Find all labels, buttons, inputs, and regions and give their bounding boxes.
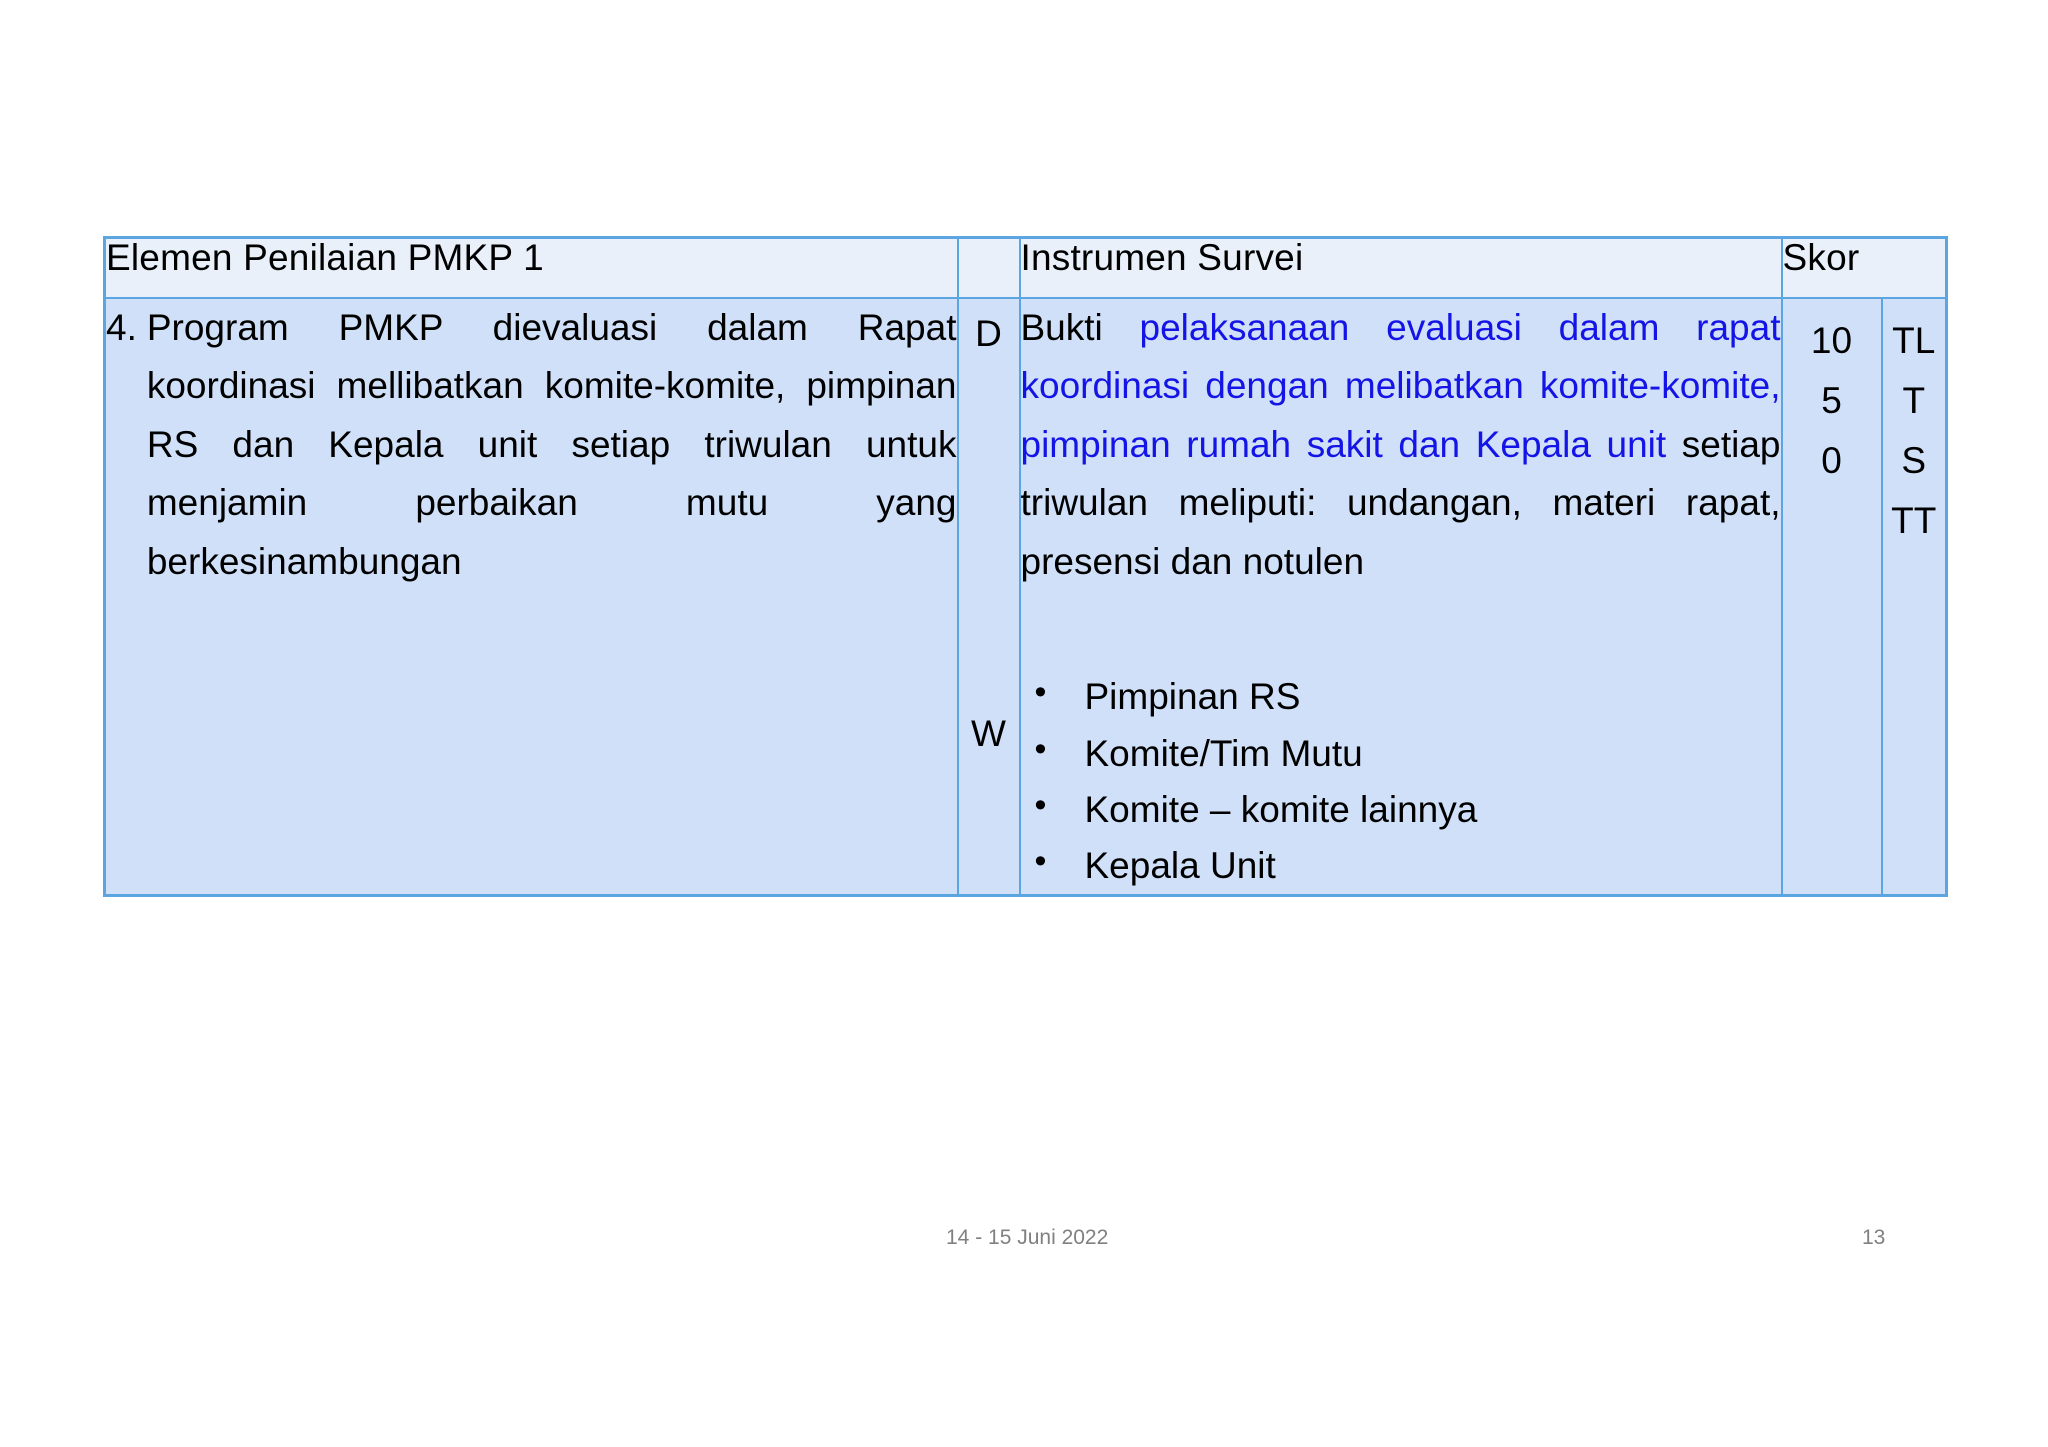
table-header-row	[105, 238, 1947, 299]
keterangan-value: TL	[1892, 320, 1936, 361]
list-item	[106, 299, 957, 591]
code-document-label: D	[975, 313, 1002, 354]
cell-skor-values	[1782, 298, 1882, 896]
instrumen-suffix: setiap triwulan meliputi: undangan, materi rapat, presensi dan notulen	[1020, 423, 1781, 582]
list-item: • Komite/Tim Mutu	[1033, 726, 1781, 782]
header-label-elemen: Elemen Penilaian PMKP 1	[106, 237, 544, 278]
header-label-skor: Skor	[1782, 237, 1860, 278]
skor-stack	[1783, 299, 1881, 491]
elemen-number: 4.	[106, 307, 137, 348]
list-item: • Komite – komite lainnya	[1033, 782, 1781, 838]
skor-value: 10	[1810, 320, 1853, 361]
cell-evidence-code	[958, 298, 1020, 896]
instrumen-paragraph	[1021, 299, 1781, 591]
list-item: • Kepala Unit	[1033, 838, 1781, 894]
table-header	[105, 238, 1947, 299]
survey-assessment-table	[103, 236, 1948, 897]
table-body	[105, 298, 1947, 896]
keterangan-value: S	[1901, 439, 1927, 481]
elemen-list	[106, 299, 957, 591]
footer-date: 14 - 15 Juni 2022	[946, 1226, 1109, 1249]
header-cell-skor	[1782, 238, 1947, 299]
header-cell-instrumen	[1020, 238, 1782, 299]
keterangan-value: TT	[1891, 499, 1937, 541]
code-wawancara-label: W	[971, 713, 1006, 754]
skor-value: 5	[1821, 379, 1842, 421]
table-row	[105, 298, 1947, 896]
list-item: • Pimpinan RS	[1033, 669, 1781, 725]
instrumen-highlight: pelaksanaan evaluasi dalam rapat koordinasi dengan melibatkan komite-komite, pimpinan rumah sakit dan Kepala unit	[1020, 307, 1781, 465]
header-label-instrumen: Instrumen Survei	[1020, 237, 1304, 278]
cell-elemen-penilaian	[105, 298, 958, 896]
header-cell-code	[958, 238, 1020, 299]
wawancara-bullet-list	[1021, 669, 1781, 894]
keterangan-value: T	[1902, 379, 1926, 421]
skor-value: 0	[1821, 439, 1842, 481]
cell-keterangan-values	[1882, 298, 1947, 896]
footer-page-number: 13	[1862, 1226, 1886, 1249]
instrumen-prefix: Bukti	[1020, 307, 1140, 348]
elemen-text: Program PMKP dievaluasi dalam Rapat koordinasi mellibatkan komite-komite, pimpinan RS dan Kepala unit setiap triwulan untuk menjamin perbaikan mutu yang berkesinambungan	[146, 307, 957, 582]
instrumen-spacer	[1021, 591, 1781, 669]
cell-instrumen-survei	[1020, 298, 1782, 896]
keterangan-stack	[1883, 299, 1946, 551]
header-cell-elemen	[105, 238, 958, 299]
